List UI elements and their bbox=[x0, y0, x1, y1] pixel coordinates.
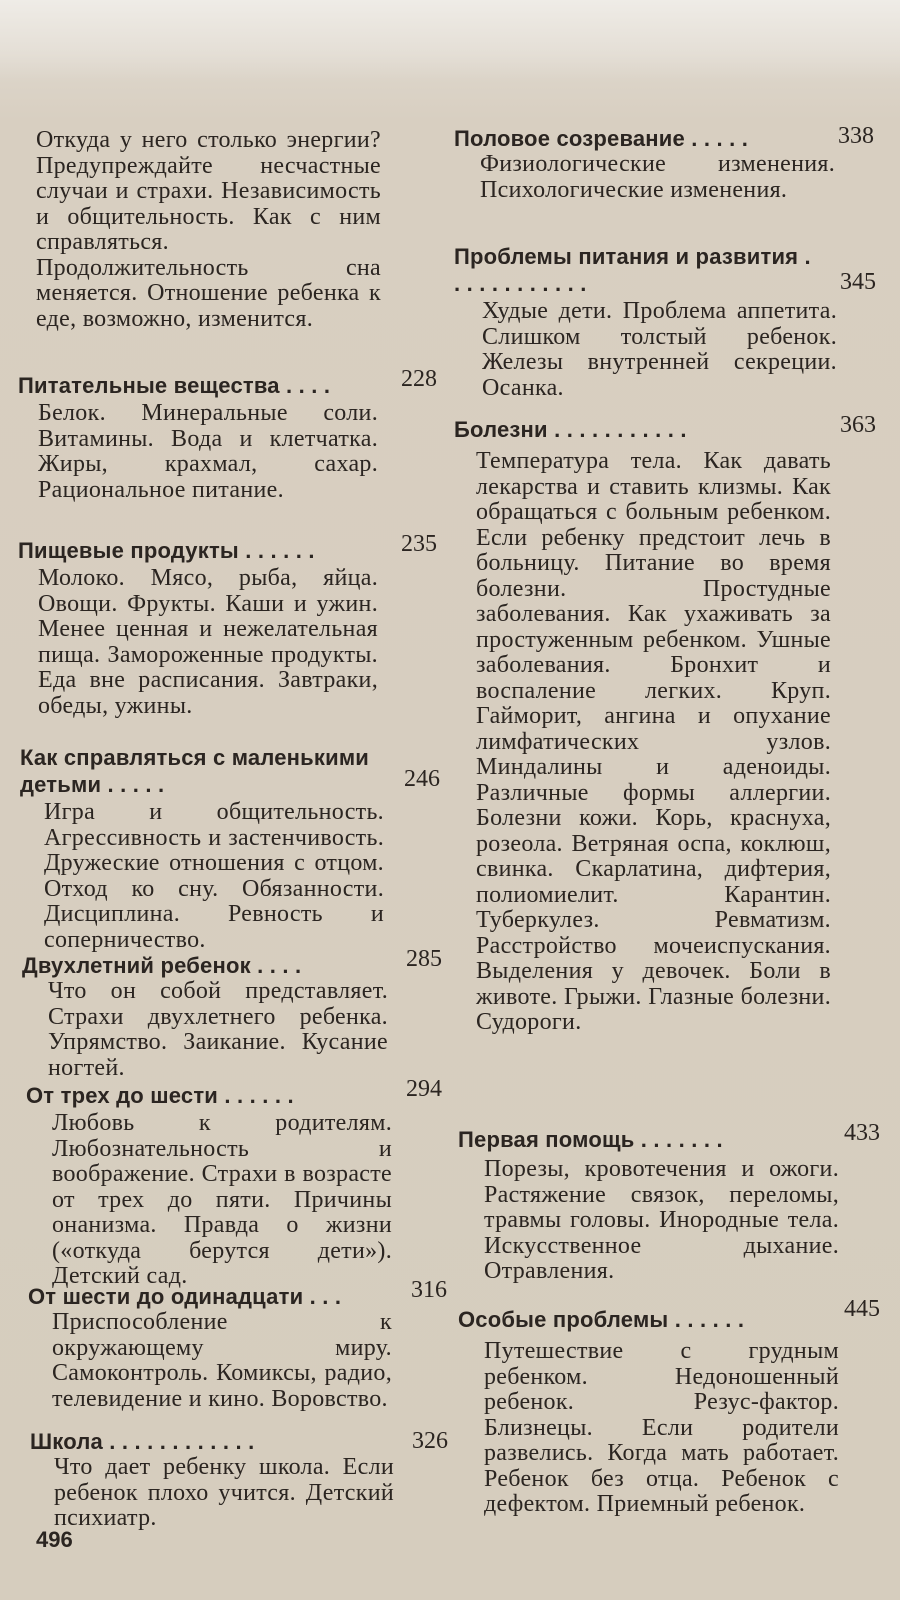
toc-entry bbox=[458, 1296, 880, 1518]
toc-entry-title: Пищевые продукты . . . . . . bbox=[18, 538, 315, 563]
toc-entry-title: Как справляться с маленькими детьми . . . . . bbox=[20, 745, 370, 797]
toc-entry-title: Первая помощь . . . . . . . bbox=[458, 1127, 723, 1152]
toc-entry-page: 345 bbox=[840, 269, 876, 295]
toc-entry-description: Что он собой представляет. Страхи двухлетнего ребенка. Упрямство. Заикание. Кусание ногтей. bbox=[48, 978, 388, 1081]
toc-entry-page: 246 bbox=[404, 766, 440, 792]
toc-entry-description: Температура тела. Как давать лекарства и ставить клизмы. Как обращаться с больным ребенком. Если ребенку предстоит лечь в больницу. Питание во время болезни. Простудные заболевания. Как ухаживать за простуженным ребенком. Ушные заболевания. Бронхит и воспаление легких. Круп. Гайморит, ангина и опухание лимфатических узлов. Миндалины и аденоиды. Различные формы аллергии. Болезни кожи. Корь, краснуха, розеола. Ветряная оспа, коклюш, свинка. Скарлатина, дифтерия, полиомиелит. Карантин. Туберкулез. Ревматизм. Расстройство мочеиспускания. Выделения у девочек. Боли в животе. Грыжи. Глазные болезни. Судороги. bbox=[476, 448, 831, 1035]
toc-entry bbox=[454, 412, 876, 1036]
toc-entry-description: Любовь к родителям. Любознательность и воображение. Страхи в возрасте от трех до пяти. Причины онанизма. Правда о жизни («откуда берутся дети»). Детский сад. bbox=[52, 1110, 392, 1289]
toc-entry-title: От шести до одинадцати . . . bbox=[28, 1284, 342, 1309]
toc-entry-page: 445 bbox=[844, 1296, 880, 1322]
toc-entry-title: Двухлетний ребенок . . . . bbox=[22, 953, 302, 978]
toc-entry-description: Игра и общительность. Агрессивность и застенчивость. Дружеские отношения с отцом. Отход ко сну. Обязанности. Дисциплина. Ревность и соперничество. bbox=[44, 799, 384, 953]
toc-entry bbox=[18, 531, 437, 719]
toc-entry bbox=[454, 123, 874, 203]
toc-entry bbox=[28, 1277, 447, 1412]
toc-entry-title: Болезни . . . . . . . . . . . bbox=[454, 417, 687, 442]
toc-entry-page: 338 bbox=[838, 123, 874, 149]
toc-entry-page: 363 bbox=[840, 412, 876, 438]
toc-entry-description: Белок. Минеральные соли. Витамины. Вода и клетчатка. Жиры, крахмал, сахар. Рациональное питание. bbox=[38, 400, 378, 503]
toc-entry-page: 228 bbox=[401, 366, 437, 392]
toc-entry-description: Физиологические изменения. Психологические изменения. bbox=[480, 151, 835, 203]
toc-entry bbox=[18, 366, 437, 503]
toc-entry-description: Приспособление к окружающему миру. Самоконтроль. Комиксы, радио, телевидение и кино. Воровство. bbox=[52, 1309, 392, 1412]
toc-entry-page: 326 bbox=[412, 1428, 448, 1454]
toc-entry-description: Молоко. Мясо, рыба, яйца. Овощи. Фрукты. Каши и ужин. Менее ценная и нежелательная пища. Замороженные продукты. Еда вне расписания. Завтраки, обеды, ужины. bbox=[38, 565, 378, 719]
toc-entry bbox=[454, 243, 876, 401]
toc-entry-description: Порезы, кровотечения и ожоги. Растяжение связок, переломы, травмы головы. Инородные тела. Искусственное дыхание. Отравления. bbox=[484, 1156, 839, 1284]
page-edge-shadow bbox=[0, 0, 900, 80]
toc-entry-page: 294 bbox=[406, 1076, 442, 1102]
toc-entry bbox=[458, 1120, 880, 1285]
toc-entry-page: 235 bbox=[401, 531, 437, 557]
toc-entry-title: Особые проблемы . . . . . . bbox=[458, 1307, 745, 1332]
toc-entry-title: Школа . . . . . . . . . . . . bbox=[30, 1429, 255, 1454]
page-folio-number: 496 bbox=[36, 1527, 73, 1552]
toc-entry-title: Питательные вещества . . . . bbox=[18, 373, 331, 398]
toc-entry-description: Худые дети. Проблема аппетита. Слишком толстый ребенок. Железы внутренней секреции. Осанка. bbox=[482, 298, 837, 401]
toc-entry-page: 316 bbox=[411, 1277, 447, 1303]
toc-entry-description: Путешествие с грудным ребенком. Недоношенный ребенок. Резус-фактор. Близнецы. Если родители развелись. Когда мать работает. Ребенок без отца. Ребенок с дефектом. Приемный ребенок. bbox=[484, 1338, 839, 1517]
toc-entry-page: 285 bbox=[406, 946, 442, 972]
toc-entry-description: Что дает ребенку школа. Если ребенок плохо учится. Детский психиатр. bbox=[54, 1454, 394, 1531]
toc-entry-title: Проблемы питания и развития . . . . . . . . . . . . bbox=[454, 244, 811, 296]
toc-entry bbox=[20, 744, 440, 953]
intro-paragraph bbox=[36, 128, 381, 332]
toc-entry-page: 433 bbox=[844, 1120, 880, 1146]
intro-text: Откуда у него столько энергии? Предупреждайте несчастные случаи и страхи. Независимость и общительность. Как с ним справляться. Продолжительность сна меняется. Отношение ребенка к еде, возможно, изменится. bbox=[36, 127, 381, 332]
toc-entry bbox=[26, 1076, 442, 1290]
toc-entry bbox=[30, 1428, 448, 1532]
toc-entry bbox=[22, 946, 442, 1081]
toc-entry-title: Половое созревание . . . . . bbox=[454, 126, 749, 151]
toc-entry-title: От трех до шести . . . . . . bbox=[26, 1083, 294, 1108]
